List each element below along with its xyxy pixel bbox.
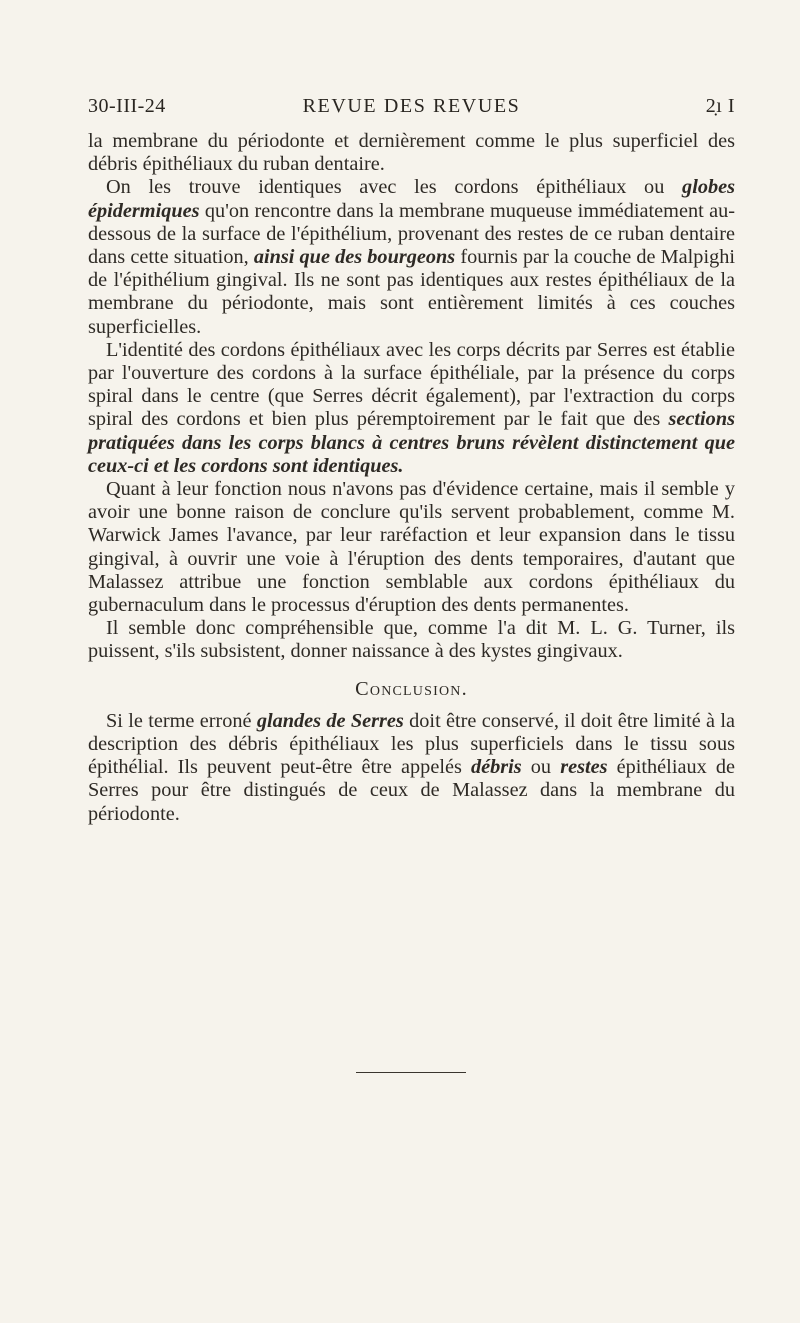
paragraph-4: Quant à leur fonction nous n'avons pas d'évidence certaine, mais il semble y avoir une bonne raison de conclure qu'ils servent probablement, comme M. Warwick James l'avance, par leur raréfaction et leur expansion dans le tissu gingival, à ouvrir une voie à l'éruption des dents temporaires, d'autant que Malassez attribue une fonction semblable aux cordons épithéliaux du gubernaculum dans le processus d'éruption des dents permanentes. — [88, 478, 735, 617]
header-date: 30-III-24 — [88, 95, 166, 117]
paragraph-2-text-c: qu'on rencontre dans la membrane muqueuse immédiatement au-dessous de la surface de l'épithélium, provenant des restes de ce ruban dentaire dans cette situation, — [88, 199, 735, 269]
paragraph-2 — [88, 176, 735, 338]
paragraph-1: la membrane du périodonte et dernièrement comme le plus superficiel des débris épithéliaux du ruban dentaire. — [88, 130, 735, 176]
paragraph-3-italic-sections: sections pratiquées dans les corps blancs à centres bruns révèlent distinctement que ceux-ci et les cordons sont identiques. — [88, 408, 735, 477]
paragraph-5: Il semble donc compréhensible que, comme l'a dit M. L. G. Turner, ils puissent, s'ils subsistent, donner naissance à des kystes gingivaux. — [88, 617, 735, 663]
paragraph-2-text-e: fournis par la couche de Malpighi de l'épithélium gingival. Ils ne sont pas identiques aux restes épithéliaux de la membrane du périodonte, mais sont entièrement limités à ces couches superficielles. — [88, 246, 735, 338]
running-header — [88, 95, 735, 123]
paragraph-3-text-a: L'identité des cordons épithéliaux avec les corps décrits par Serres est établie par l'ouverture des cordons à la surface épithéliale, par la présence du corps spiral dans le centre (que Serres décrit également), par l'extraction du corps spiral des cordons et bien plus péremptoirement par le fait que des — [88, 338, 735, 431]
paragraph-3 — [88, 339, 735, 478]
paragraph-6-text-a: Si le terme erroné — [106, 709, 257, 732]
paragraph-2-italic-globes: globes épidermiques — [88, 176, 735, 222]
paragraph-6-text-g: épithéliaux de Serres pour être distingués de ceux de Malassez dans la membrane du périodonte. — [88, 756, 735, 825]
paragraph-2-italic-bourgeons: ainsi que des bourgeons — [253, 246, 456, 269]
paragraph-6-text-e: ou — [521, 756, 561, 779]
header-page-number: 2̣ı I — [705, 95, 735, 117]
paragraph-2-text-a: On les trouve identiques avec les cordons épithéliaux ou — [106, 176, 683, 199]
paragraph-6 — [88, 710, 735, 826]
paragraph-6-italic-restes: restes — [560, 756, 608, 779]
paragraph-6-italic-glandes: glandes de Serres — [256, 709, 404, 732]
header-journal-title: REVUE DES REVUES — [302, 95, 521, 117]
end-rule-divider — [356, 1072, 466, 1073]
body-text — [88, 130, 735, 826]
section-heading-conclusion: Conclusion. — [355, 677, 468, 700]
paragraph-6-text-c: doit être conservé, il doit être limité à la description des débris épithéliaux les plus superficiels dans le tissu sous épithélial. Ils peuvent peut-être être appelés — [88, 709, 736, 779]
paragraph-6-italic-debris: débris — [470, 756, 522, 779]
